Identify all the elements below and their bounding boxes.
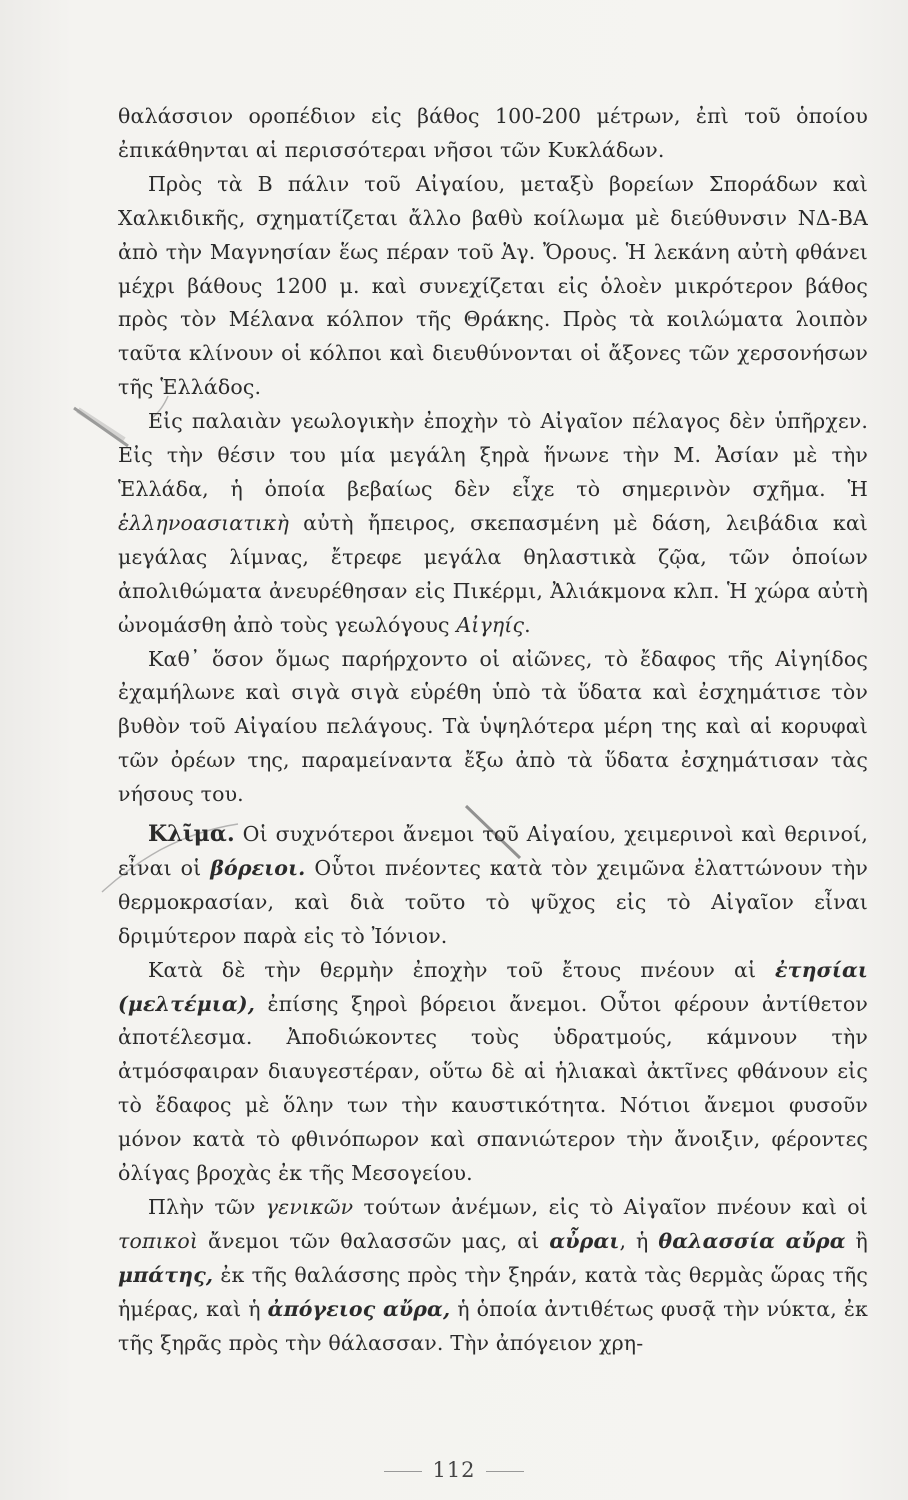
text-run: Καθ᾽ ὅσον ὅμως παρήρχοντο οἱ αἰῶνες, τὸ ἔδαφος τῆς Αἰγηίδος ἐχαμήλωνε καὶ σιγὰ σιγὰ εὑρέθη ὑπὸ τὰ ὕδατα καὶ ἐσχημάτισε τὸν βυθὸν τοῦ Αἰγαίου πελάγους. Τὰ ὑψηλότερα μέρη της καὶ αἱ κορυφαὶ τῶν ὀρέων της, παραμείναντα ἔξω ἀπὸ τὰ ὕδατα ἐσχημάτισαν τὰς νήσους του.: [118, 646, 868, 807]
text-run: ἄνεμοι τῶν θαλασσῶν μας, αἱ: [198, 1228, 550, 1253]
text-run: , ἡ: [619, 1228, 659, 1253]
text-run: ἐπίσης ξηροὶ βόρειοι ἄνεμοι. Οὗτοι φέρουν ἀντίθετον ἀποτέλεσμα. Ἀποδιώκοντες τοὺς ὑδρατμούς, κάμνουν τὴν ἀτμόσφαιραν διαυγεστέραν, οὕτω δὲ αἱ ἡλιακαὶ ἀκτῖνες φθάνουν εἰς τὸ ἔδαφος μὲ ὅλην των τὴν καυστικότητα. Νότιοι ἄνεμοι φυσοῦν μόνον κατὰ τὸ φθινόπωρον καὶ σπανιώτερον τὴν ἄνοιξιν, φέροντες ὀλίγας βροχὰς ἐκ τῆς Μεσογείου.: [118, 991, 868, 1186]
italic-term: γενικῶν: [265, 1195, 354, 1219]
paragraph-continuation: [118, 100, 868, 168]
bold-term: ἐτησίαι (μελτέμια),: [118, 957, 868, 1016]
paragraph-north-aegean: [118, 168, 868, 405]
bold-term: μπάτης,: [118, 1262, 214, 1287]
italic-term: Αἰγηίς: [456, 612, 525, 637]
text-run: θαλάσσιον οροπέδιον εἰς βάθος 100-200 μέτρων, ἐπὶ τοῦ ὁποίου ἐπικάθηνται αἱ περισσότεραι νῆσοι τῶν Κυκλάδων.: [118, 104, 868, 162]
text-run: αὐτὴ ἤπειρος, σκεπασμένη μὲ δάση, λειβάδια καὶ μεγάλας λίμνας, ἔτρεφε μεγάλα θηλαστικὰ ζῷα, τῶν ὁποίων ἀπολιθώματα ἀνευρέθησαν εἰς Πικέρμι, Ἀλιάκμονα κλπ. Ἡ χώρα αὐτὴ ὠνομάσθη ἀπὸ τοὺς γεωλόγους: [118, 510, 868, 637]
footer-dash-left: [384, 1471, 422, 1472]
text-run: ἐκ τῆς θαλάσσης πρὸς τὴν ξηράν, κατὰ τὰς θερμὰς ὥρας τῆς ἡμέρας, καὶ ἡ: [118, 1262, 868, 1321]
paragraph-climate: [118, 818, 868, 954]
text-run: ἢ: [845, 1228, 868, 1253]
text-run: .: [524, 612, 531, 637]
paragraph-local-winds: [118, 1191, 868, 1361]
bold-term: αὖραι: [549, 1228, 620, 1253]
text-run: Οὗτοι πνέοντες κατὰ τὸν χειμῶνα ἐλαττώνουν τὴν θερμοκρασίαν, καὶ διὰ τοῦτο τὸ ψῦχος εἰς τὸ Αἰγαῖον εἶναι δριμύτερον παρὰ εἰς τὸ Ἰόνιον.: [118, 855, 869, 948]
bold-term: ἀπόγειος αὔρα,: [267, 1296, 451, 1321]
text-run: ἡ ὁποία ἀντιθέτως φυσᾷ τὴν νύκτα, ἐκ τῆς ξηρᾶς πρὸς τὴν θάλασσαν. Τὴν ἀπόγειον χρη-: [118, 1296, 868, 1355]
paragraph-etesians: [118, 954, 868, 1191]
section-heading-climate: Κλῖμα.: [148, 821, 235, 848]
text-run: τούτων ἀνέμων, εἰς τὸ Αἰγαῖον πνέουν καὶ οἱ: [353, 1195, 868, 1219]
text-run: Πρὸς τὰ Β πάλιν τοῦ Αἰγαίου, μεταξὺ βορείων Σποράδων καὶ Χαλκιδικῆς, σχηματίζεται ἄλλο βαθὺ κοίλωμα μὲ διεύθυνσιν ΝΔ-ΒΑ ἀπὸ τὴν Μαγνησίαν ἕως πέραν τοῦ Ἁγ. Ὄρους. Ἡ λεκάνη αὐτὴ φθάνει μέχρι βάθους 1200 μ. καὶ συνεχίζεται εἰς ὁλοὲν μικρότερον βάθος πρὸς τὸν Μέλανα κόλπον τῆς Θράκης. Πρὸς τὰ κοιλώματα λοιπὸν ταῦτα κλίνουν οἱ κόλποι καὶ διευθύνονται οἱ ἄξονες τῶν χερσονήσων τῆς Ἑλλάδος.: [118, 171, 868, 400]
text-run: Κατὰ δὲ τὴν θερμὴν ἐποχὴν τοῦ ἔτους πνέουν αἱ: [148, 957, 776, 982]
bold-term: θαλασσία αὔρα: [658, 1228, 846, 1253]
italic-term: τοπικοὶ: [118, 1228, 199, 1253]
paragraph-aegeis: [118, 405, 868, 642]
italic-term: ἑλληνοασιατικὴ: [118, 510, 289, 535]
paragraph-subsidence: [118, 643, 868, 813]
text-run: Οἱ συχνότεροι ἄνεμοι τοῦ Αἰγαίου, χειμερινοὶ καὶ θερινοί, εἶναι οἱ: [118, 822, 868, 880]
page-text: [118, 100, 868, 1361]
page-number: 112: [432, 1458, 476, 1482]
text-run: Εἰς παλαιὰν γεωλογικὴν ἐποχὴν τὸ Αἰγαῖον πέλαγος δὲν ὑπῆρχεν. Εἰς τὴν θέσιν του μία μεγάλη ξηρὰ ἥνωνε τὴν Μ. Ἀσίαν μὲ τὴν Ἑλλάδα, ἡ ὁποία βεβαίως δὲν εἶχε τὸ σημερινὸν σχῆμα. Ἡ: [118, 409, 868, 501]
text-run: Πλὴν τῶν: [148, 1195, 266, 1219]
bold-term: βόρειοι.: [210, 855, 306, 880]
footer-dash-right: [486, 1471, 524, 1472]
page-footer: [0, 1458, 908, 1482]
